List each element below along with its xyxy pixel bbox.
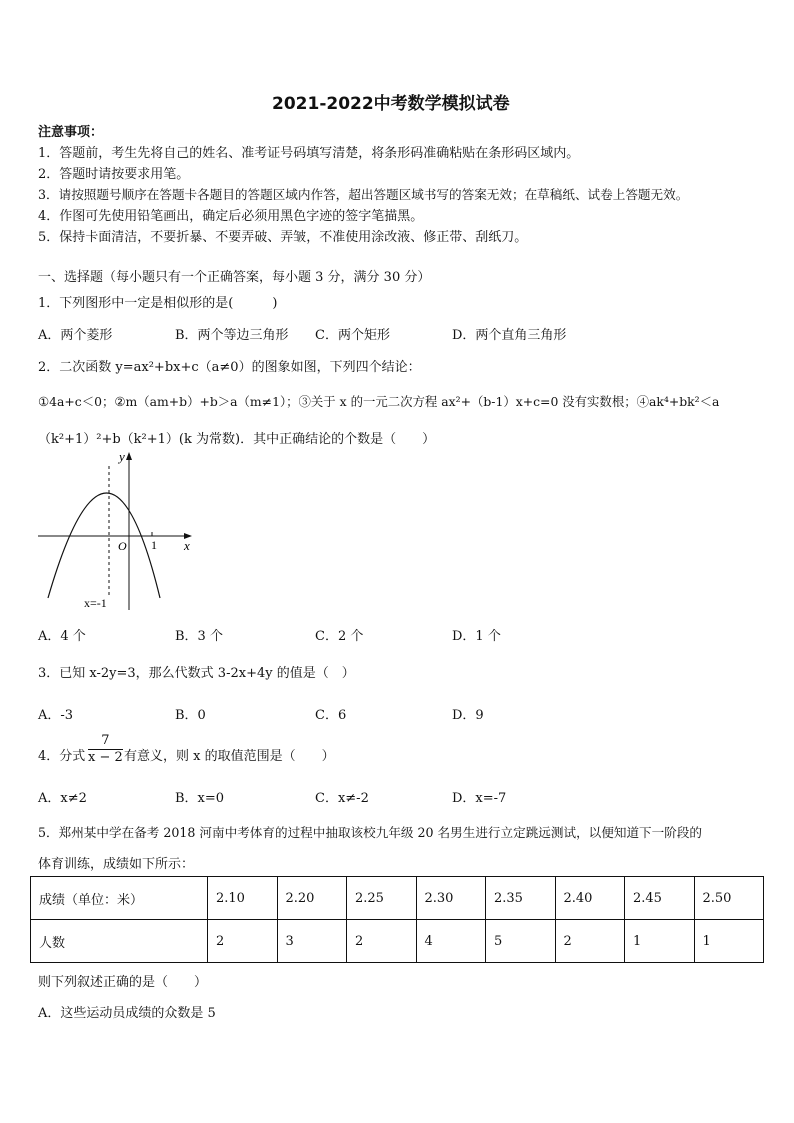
table-cell: 2.30: [416, 877, 486, 920]
question-3-stem: 3．已知 x-2y=3，那么代数式 3-2x+4y 的值是（ ）: [38, 666, 355, 681]
table-cell: 5: [486, 920, 556, 963]
q2-option-a: A．4 个: [38, 629, 86, 644]
table-cell: 2: [347, 920, 417, 963]
parabola-graph: [36, 448, 198, 614]
question-4-prefix: 4．分式: [38, 749, 86, 764]
note-item: 3．请按照题号顺序在答题卡各题目的答题区域内作答，超出答题区域书写的答案无效；在草稿纸、试卷上答题无效。: [38, 187, 689, 202]
question-5-stem: 5．郑州某中学在备考 2018 河南中考体育的过程中抽取该校九年级 20 名男生进行立定跳远测试，以便知道下一阶段的: [38, 825, 703, 840]
note-item: 5．保持卡面清洁，不要折暴、不要弄破、弄皱，不准使用涂改液、修正带、刮纸刀。: [38, 230, 528, 245]
question-5-prompt: 则下列叙述正确的是（ ）: [38, 975, 208, 990]
page-title: 2021-2022中考数学模拟试卷: [272, 94, 510, 114]
note-item: 1．答题前，考生先将自己的姓名、准考证号码填写清楚，将条形码准确粘贴在条形码区域内。: [38, 146, 580, 161]
table-cell: 2.40: [555, 877, 625, 920]
table-row: [31, 920, 764, 963]
section-heading: 一、选择题（每小题只有一个正确答案，每小题 3 分，满分 30 分）: [38, 270, 431, 285]
q4-option-a: A．x≠2: [38, 791, 87, 806]
question-4-suffix: 有意义，则 x 的取值范围是（ ）: [124, 749, 335, 764]
table-cell: 人数: [31, 920, 208, 963]
table-cell: 2.50: [694, 877, 764, 920]
table-row: [31, 877, 764, 920]
table-cell: 1: [694, 920, 764, 963]
table-cell: 2.20: [277, 877, 347, 920]
parabola-curve: [48, 493, 160, 598]
note-item: 2．答题时请按要求用笔。: [38, 167, 190, 182]
y-axis-label: y: [119, 449, 125, 464]
question-1-stem: 1．下列图形中一定是相似形的是( ): [38, 296, 278, 311]
q3-option-b: B．0: [175, 708, 206, 723]
table-cell: 2.35: [486, 877, 556, 920]
table-cell: 2: [208, 920, 278, 963]
score-table: [30, 876, 764, 963]
q4-option-d: D．x=-7: [452, 791, 507, 806]
question-2-conditions: ①4a+c＜0；②m（am+b）+b＞a（m≠1）；③关于 x 的一元二次方程 ax²+（b-1）x+c=0 没有实数根；④ak⁴+bk²＜a: [38, 394, 720, 409]
table-cell: 2.10: [208, 877, 278, 920]
question-2-conditions-cont: （k²+1）²+b（k²+1）(k 为常数)．其中正确结论的个数是（ ）: [38, 432, 436, 447]
q1-option-c: C．两个矩形: [315, 328, 390, 343]
note-item: 4．作图可先使用铅笔画出，确定后必须用黑色字迹的签字笔描黑。: [38, 209, 424, 224]
symmetry-axis-label: x=-1: [84, 596, 107, 610]
table-cell: 2.25: [347, 877, 417, 920]
table-cell: 2.45: [625, 877, 695, 920]
q3-option-a: A．-3: [38, 708, 74, 723]
q3-option-d: D．9: [452, 708, 484, 723]
table-cell: 4: [416, 920, 486, 963]
fraction-denominator: x − 2: [88, 750, 123, 765]
question-4-fraction: [88, 733, 123, 766]
question-2-stem: 2．二次函数 y=ax²+bx+c（a≠0）的图象如图，下列四个结论：: [38, 360, 421, 375]
question-5-stem-cont: 体育训练，成绩如下所示：: [38, 857, 195, 872]
x-axis-label: x: [184, 538, 190, 553]
table-cell: 3: [277, 920, 347, 963]
q1-option-b: B．两个等边三角形: [175, 328, 289, 343]
q4-option-c: C．x≠-2: [315, 791, 369, 806]
one-label: 1: [151, 538, 157, 552]
table-cell: 1: [625, 920, 695, 963]
table-cell: 2: [555, 920, 625, 963]
q2-option-d: D．1 个: [452, 629, 501, 644]
origin-label: O: [118, 539, 127, 553]
y-axis-arrow-icon: [126, 452, 132, 460]
q4-option-b: B．x=0: [175, 791, 225, 806]
q1-option-a: A．两个菱形: [38, 328, 113, 343]
table-cell: 成绩（单位：米）: [31, 877, 208, 920]
notes-heading: 注意事项：: [38, 125, 104, 140]
q1-option-d: D．两个直角三角形: [452, 328, 567, 343]
fraction-numerator: 7: [88, 733, 123, 750]
q3-option-c: C．6: [315, 708, 347, 723]
q2-option-b: B．3 个: [175, 629, 223, 644]
q5-option-a: A．这些运动员成绩的众数是 5: [38, 1006, 216, 1021]
q2-option-c: C．2 个: [315, 629, 364, 644]
